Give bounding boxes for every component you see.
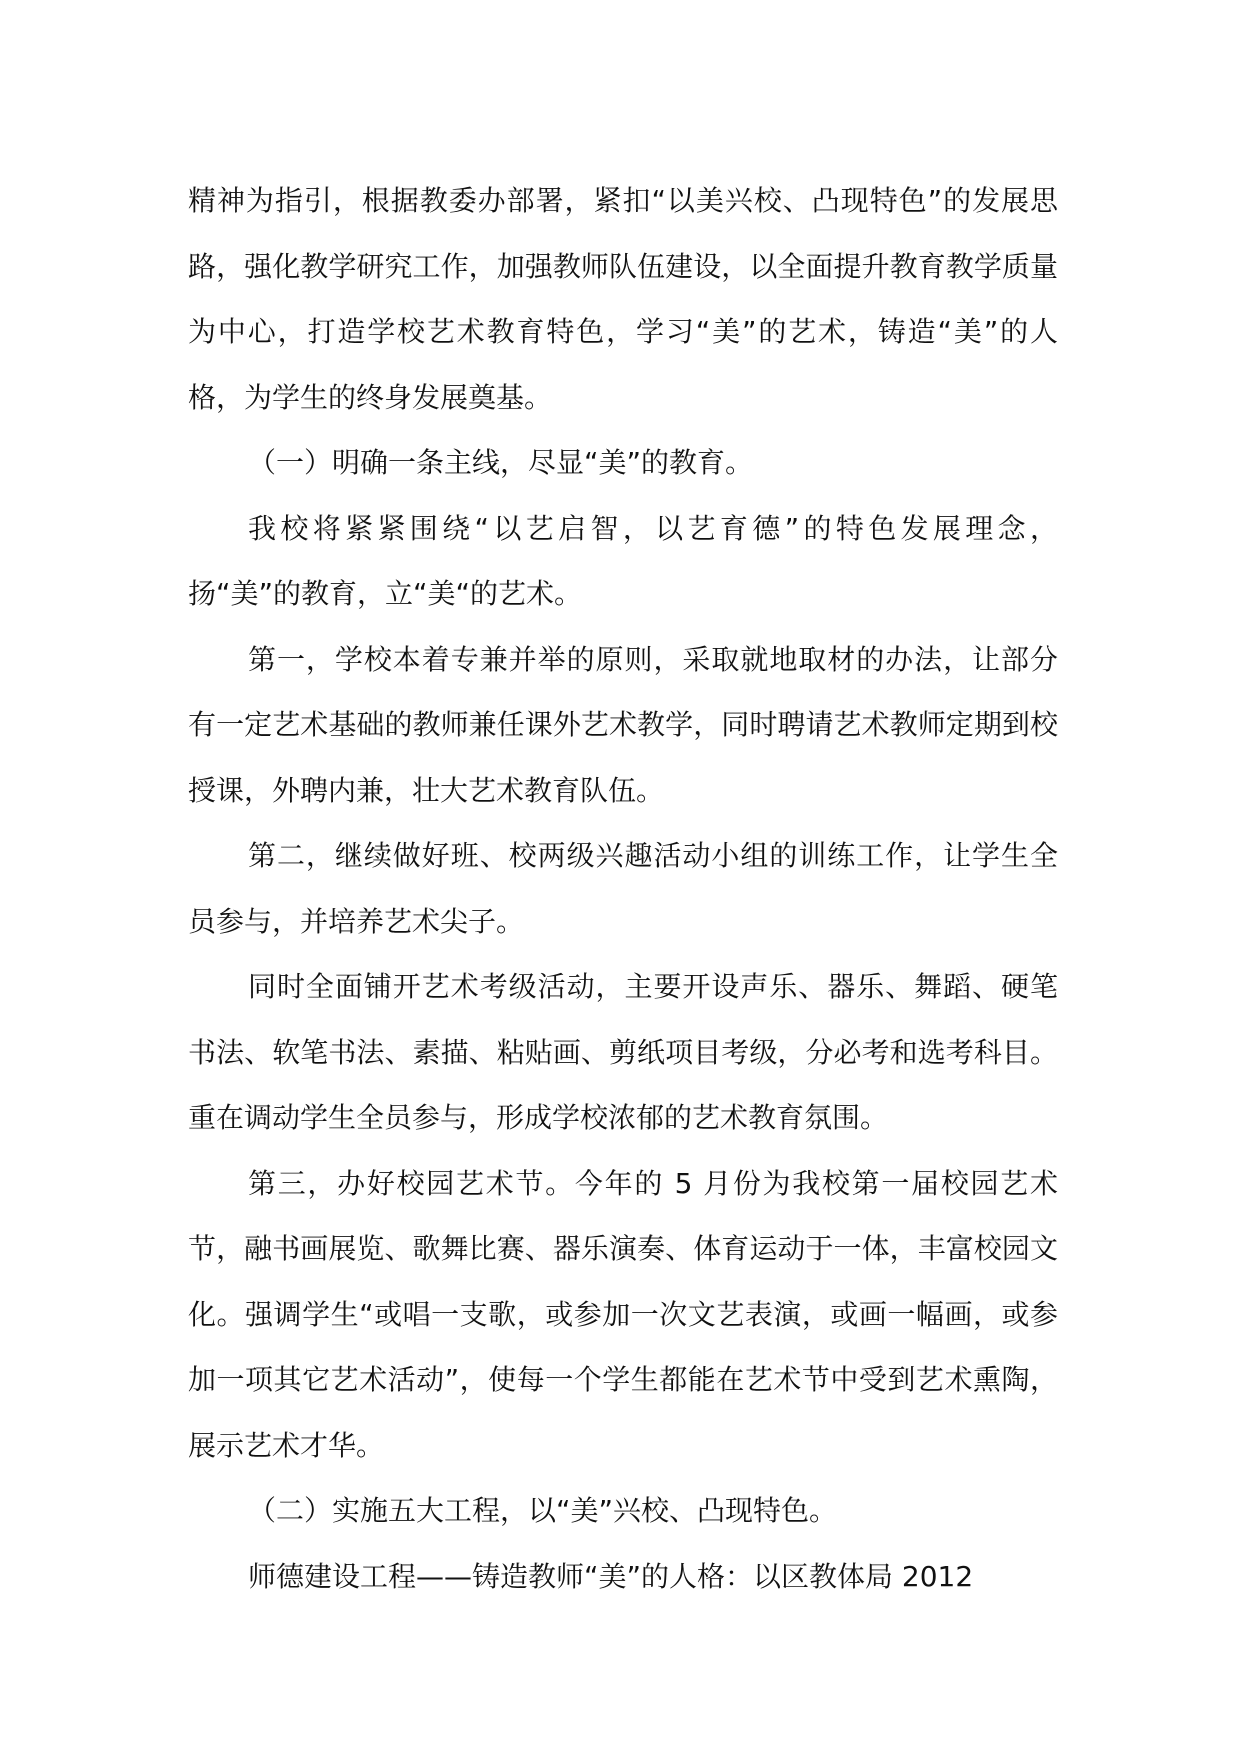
paragraph-third: 第三，办好校园艺术节。今年的 5 月份为我校第一届校园艺术节，融书画展览、歌舞比赛、器乐演奏、体育运动于一体，丰富校园文化。强调学生“或唱一支歌，或参加一次文艺表演，或画一幅画，或参加一项其它艺术活动”，使每一个学生都能在艺术节中受到艺术熏陶，展示艺术才华。 [188,1166,1058,1462]
document-body [188,168,1058,1609]
paragraph-teacher-ethics: 师德建设工程——铸造教师“美”的人格：以区教体局 2012 [248,1559,974,1593]
paragraph-first: 第一，学校本着专兼并举的原则，采取就地取材的办法，让部分有一定艺术基础的教师兼任课外艺术教学，同时聘请艺术教师定期到校授课，外聘内兼，壮大艺术教育队伍。 [188,642,1058,807]
paragraph-intro-continuation: 精神为指引，根据教委办部署，紧扣“以美兴校、凸现特色”的发展思路，强化教学研究工作，加强教师队伍建设，以全面提升教育教学质量为中心，打造学校艺术教育特色，学习“美”的艺术，铸造“美”的人格，为学生的终身发展奠基。 [188,184,1058,414]
paragraph-theme: 我校将紧紧围绕“以艺启智，以艺育德”的特色发展理念，扬“美”的教育，立“美“的艺术。 [188,511,1058,610]
paragraph-second: 第二，继续做好班、校两级兴趣活动小组的训练工作，让学生全员参与，并培养艺术尖子。 [188,839,1058,938]
paragraph-exam-activities: 同时全面铺开艺术考级活动，主要开设声乐、器乐、舞蹈、硬笔书法、软笔书法、素描、粘贴画、剪纸项目考级，分必考和选考科目。重在调动学生全员参与，形成学校浓郁的艺术教育氛围。 [188,970,1058,1134]
section-heading-one: （一）明确一条主线，尽显“美”的教育。 [248,446,754,479]
section-heading-two: （二）实施五大工程，以“美”兴校、凸现特色。 [248,1494,838,1527]
